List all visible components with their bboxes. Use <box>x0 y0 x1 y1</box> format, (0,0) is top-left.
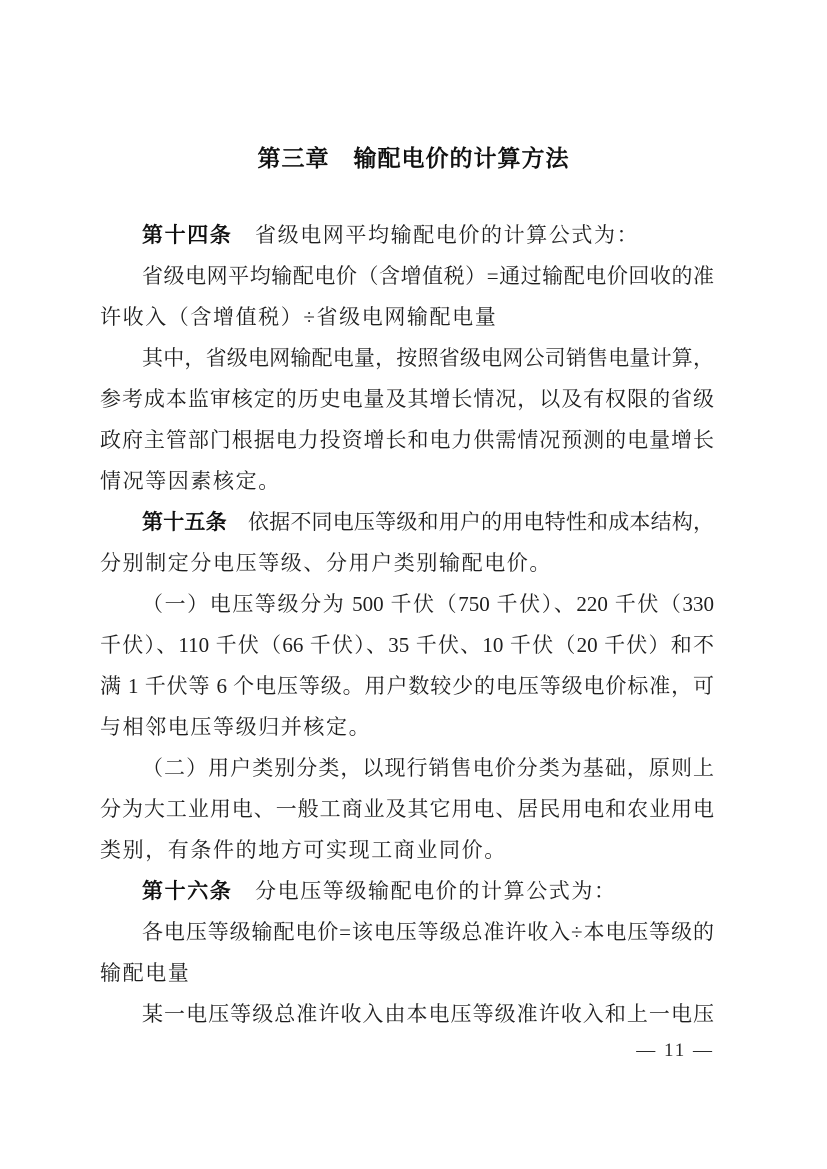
line-text: 满 1 千伏等 6 个电压等级。用户数较少的电压等级电价标准，可 <box>100 674 714 698</box>
line-text: 其中，省级电网输配电量，按照省级电网公司销售电量计算， <box>142 346 714 370</box>
article-number: 第十六条 <box>142 880 233 903</box>
text-line <box>100 379 714 420</box>
line-text: 类别，有条件的地方可实现工商业同价。 <box>100 838 507 862</box>
text-line <box>100 994 714 1035</box>
text-line <box>100 912 714 953</box>
text-line <box>100 584 714 625</box>
line-text: 某一电压等级总准许收入由本电压等级准许收入和上一电压 <box>142 1002 714 1026</box>
text-line <box>100 789 714 830</box>
article-number: 第十四条 <box>142 224 233 247</box>
text-line <box>100 625 714 666</box>
text-line <box>100 748 714 789</box>
line-text: 依据不同电压等级和用户的用电特性和成本结构， <box>226 510 714 534</box>
line-text: 许收入（含增值税）÷省级电网输配电量 <box>100 305 498 329</box>
line-text: 输配电量 <box>100 961 191 985</box>
line-text: 情况等因素核定。 <box>100 469 281 493</box>
line-text: 分别制定分电压等级、分用户类别输配电价。 <box>100 551 552 575</box>
line-text: 参考成本监审核定的历史电量及其增长情况，以及有权限的省级 <box>100 387 714 411</box>
text-line <box>100 256 714 297</box>
document-body <box>100 215 714 1035</box>
text-line <box>100 338 714 379</box>
page-number: — 11 — <box>636 1040 714 1061</box>
line-text: 各电压等级输配电价=该电压等级总准许收入÷本电压等级的 <box>142 920 714 944</box>
text-line <box>100 830 714 871</box>
chapter-title: 第三章 输配电价的计算方法 <box>257 145 570 171</box>
line-text: （一）电压等级分为 500 千伏（750 千伏）、220 千伏（330 <box>142 592 714 616</box>
line-text: 政府主管部门根据电力投资增长和电力供需情况预测的电量增长 <box>100 428 714 452</box>
text-line <box>100 461 714 502</box>
article-number: 第十五条 <box>142 511 227 534</box>
line-text: （二）用户类别分类，以现行销售电价分类为基础，原则上 <box>142 756 714 780</box>
text-line <box>100 502 714 543</box>
text-line <box>100 297 714 338</box>
line-text: 省级电网平均输配电价的计算公式为： <box>232 223 640 247</box>
line-text: 千伏）、110 千伏（66 千伏）、35 千伏、10 千伏（20 千伏）和不 <box>100 633 714 657</box>
text-line <box>100 953 714 994</box>
line-text: 与相邻电压等级归并核定。 <box>100 715 372 739</box>
text-line <box>100 871 714 912</box>
line-text: 省级电网平均输配电价（含增值税）=通过输配电价回收的准 <box>142 264 714 288</box>
text-line <box>100 420 714 461</box>
text-line <box>100 666 714 707</box>
line-text: 分为大工业用电、一般工商业及其它用电、居民用电和农业用电 <box>100 797 714 821</box>
text-line <box>100 543 714 584</box>
text-line <box>100 707 714 748</box>
line-text: 分电压等级输配电价的计算公式为： <box>232 879 617 903</box>
text-line <box>100 215 714 256</box>
